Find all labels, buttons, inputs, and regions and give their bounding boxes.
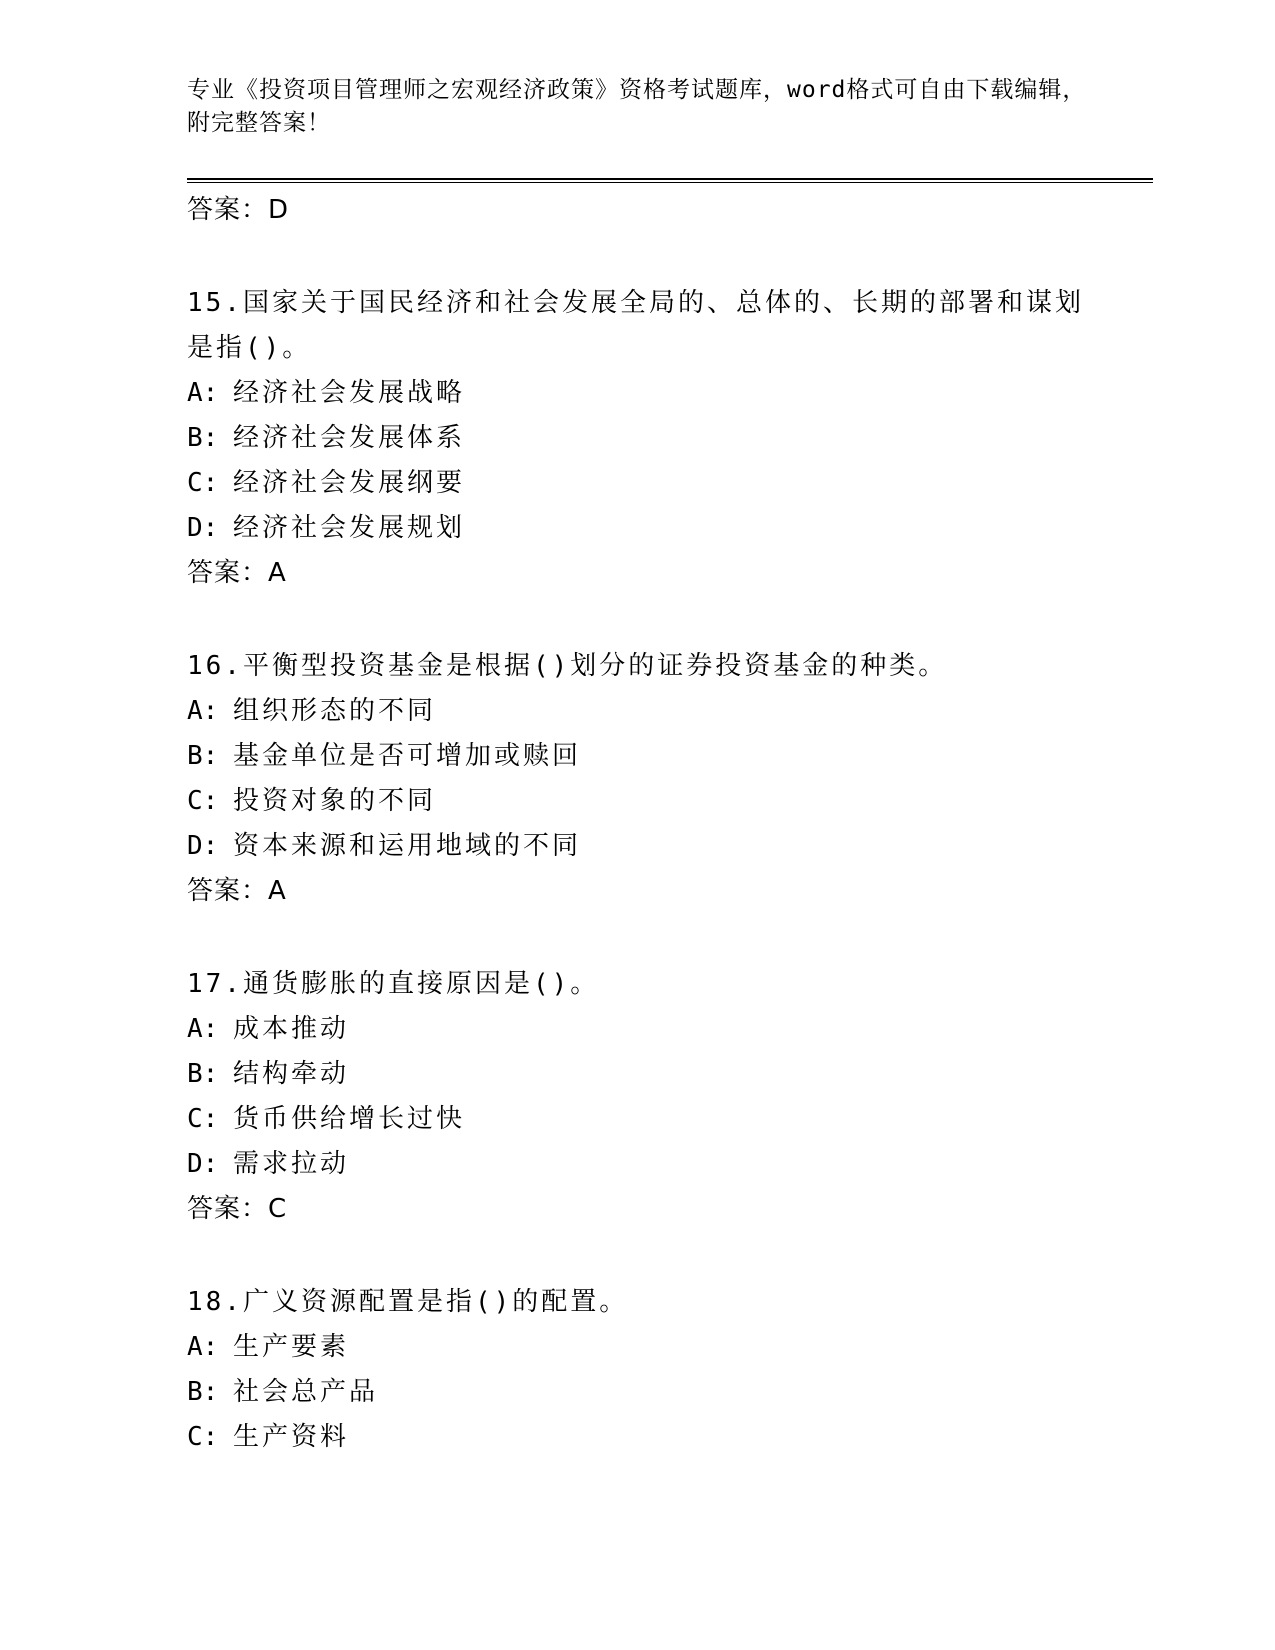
option-b	[187, 1052, 1087, 1097]
document-body	[187, 188, 1087, 1460]
option-c	[187, 1415, 1087, 1460]
option-text: 需求拉动	[233, 1149, 350, 1179]
option-text: 组织形态的不同	[233, 696, 437, 726]
option-d	[187, 1142, 1087, 1187]
option-letter: C:	[187, 468, 219, 498]
option-letter: D:	[187, 513, 219, 543]
option-letter: B:	[187, 423, 219, 453]
option-text: 货币供给增长过快	[233, 1104, 466, 1134]
option-letter: A:	[187, 1332, 219, 1362]
option-b	[187, 734, 1087, 779]
option-letter: A:	[187, 378, 219, 408]
header-divider	[187, 178, 1153, 183]
option-text: 生产资料	[233, 1422, 350, 1452]
option-letter: B:	[187, 1377, 219, 1407]
option-text: 经济社会发展战略	[233, 378, 466, 408]
answer-line: 答案：A	[187, 876, 287, 906]
option-a	[187, 1325, 1087, 1370]
option-a	[187, 1007, 1087, 1052]
option-b	[187, 1370, 1087, 1415]
option-text: 经济社会发展体系	[233, 423, 466, 453]
option-letter: B:	[187, 1059, 219, 1089]
question-stem: 15.国家关于国民经济和社会发展全局的、总体的、长期的部署和谋划是指()。	[187, 288, 1084, 363]
option-text: 结构牵动	[233, 1059, 350, 1089]
page-header: 专业《投资项目管理师之宏观经济政策》资格考试题库，word格式可自由下载编辑，附完整答案！	[187, 77, 1087, 136]
question-17	[187, 962, 1087, 1232]
option-text: 生产要素	[233, 1332, 350, 1362]
option-letter: D:	[187, 831, 219, 861]
question-stem: 16.平衡型投资基金是根据()划分的证券投资基金的种类。	[187, 651, 948, 681]
option-d	[187, 824, 1087, 869]
option-c	[187, 779, 1087, 824]
option-letter: C:	[187, 786, 219, 816]
question-16	[187, 644, 1087, 914]
option-b	[187, 416, 1087, 461]
option-letter: D:	[187, 1149, 219, 1179]
option-text: 成本推动	[233, 1014, 350, 1044]
question-stem: 18.广义资源配置是指()的配置。	[187, 1287, 629, 1317]
option-letter: A:	[187, 696, 219, 726]
option-text: 经济社会发展纲要	[233, 468, 466, 498]
answer-line: 答案：A	[187, 558, 287, 588]
option-text: 资本来源和运用地域的不同	[233, 831, 582, 861]
question-15	[187, 281, 1087, 596]
previous-answer: 答案：D	[187, 195, 290, 225]
option-letter: C:	[187, 1422, 219, 1452]
option-c	[187, 1097, 1087, 1142]
option-text: 经济社会发展规划	[233, 513, 466, 543]
option-a	[187, 371, 1087, 416]
answer-line: 答案：C	[187, 1194, 288, 1224]
option-text: 投资对象的不同	[233, 786, 437, 816]
option-letter: A:	[187, 1014, 219, 1044]
option-d	[187, 506, 1087, 551]
option-a	[187, 689, 1087, 734]
option-letter: B:	[187, 741, 219, 771]
question-18	[187, 1280, 1087, 1460]
option-c	[187, 461, 1087, 506]
option-text: 基金单位是否可增加或赎回	[233, 741, 582, 771]
question-stem: 17.通货膨胀的直接原因是()。	[187, 969, 600, 999]
option-letter: C:	[187, 1104, 219, 1134]
option-text: 社会总产品	[233, 1377, 379, 1407]
